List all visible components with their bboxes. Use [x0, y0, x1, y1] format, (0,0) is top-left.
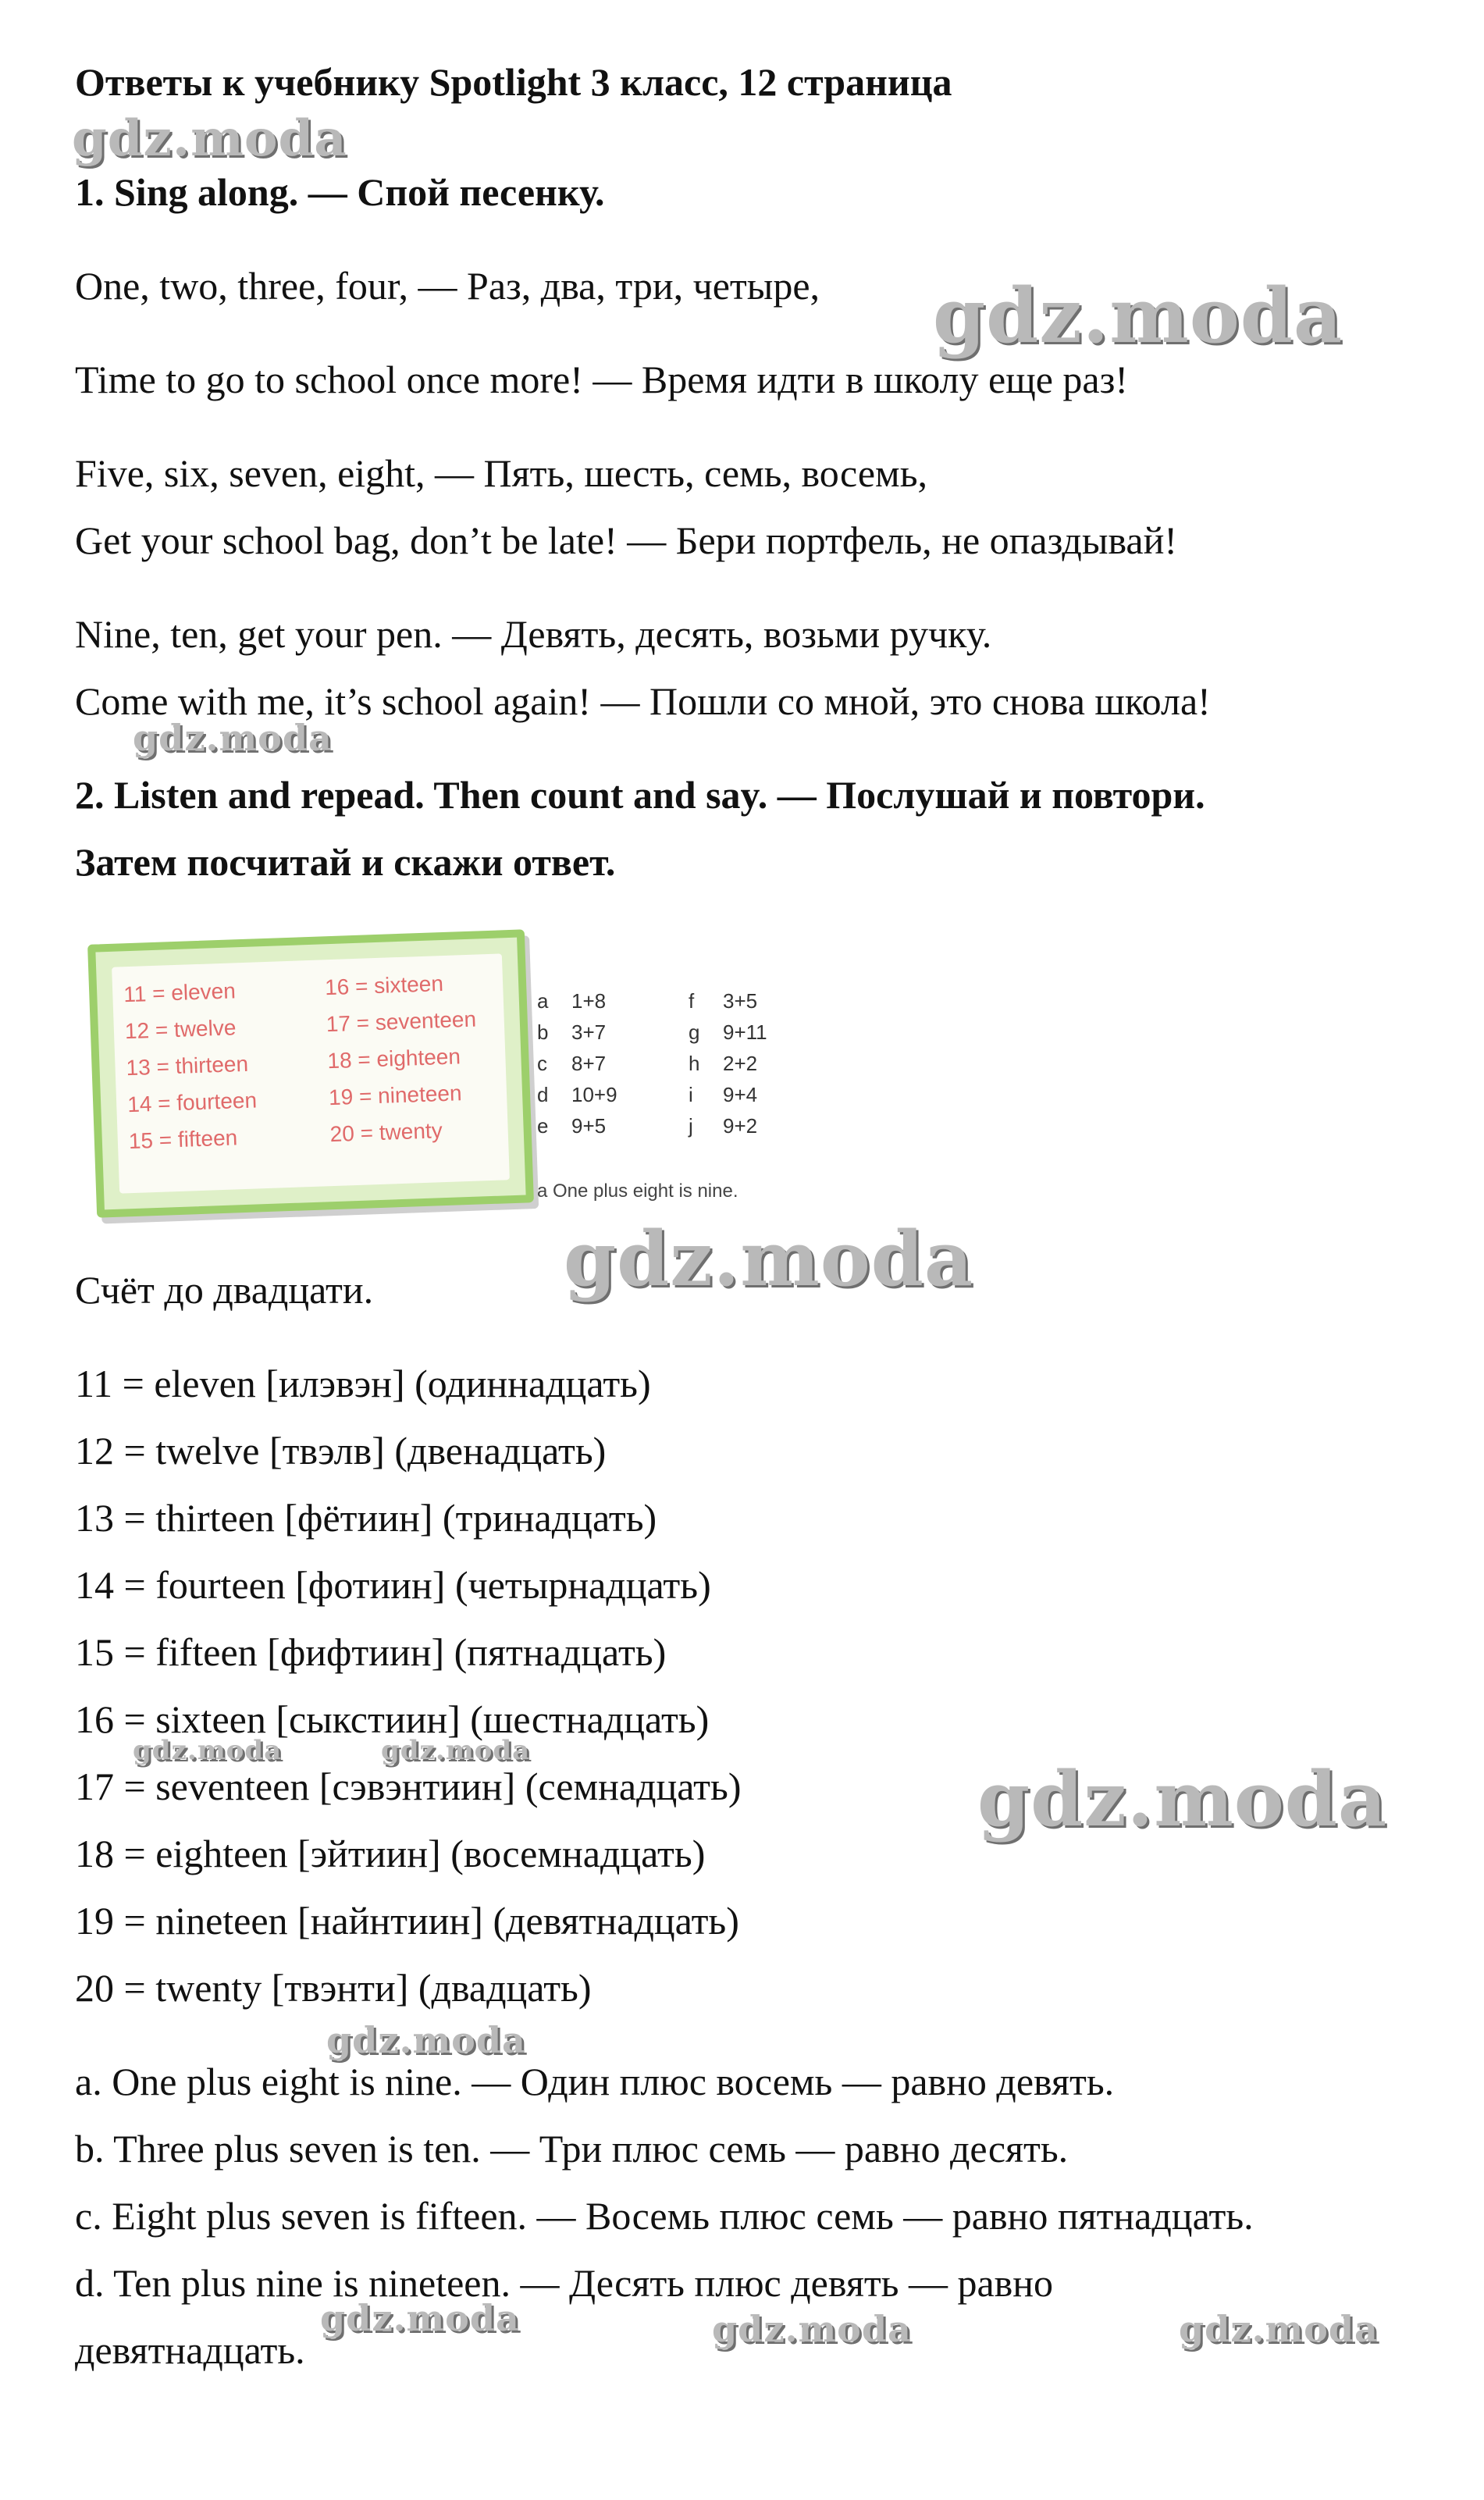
card-entry: 18 = eighteen — [326, 1044, 461, 1074]
card-entry: 20 = twenty — [329, 1118, 443, 1147]
card-entry: 19 = nineteen — [328, 1081, 463, 1110]
count-item: 11 = eleven [илэвэн] (одиннадцать) — [75, 1362, 651, 1405]
count-item: 15 = fifteen [фифтиин] (пятнадцать) — [75, 1630, 667, 1674]
number-card-image — [87, 929, 534, 1217]
song-line: Time to go to school once more! — Время идти в школу еще раз! — [75, 358, 1128, 401]
card-left-column — [123, 972, 259, 1160]
sums-right-column — [689, 985, 767, 1141]
exercise-2-heading: 2. Listen and repead. Then count and say. — Послушай и повтори. — [75, 773, 1205, 817]
card-entry: 13 = thirteen — [126, 1051, 249, 1081]
watermark: gdz.moda — [933, 272, 1343, 360]
page-title: Ответы к учебнику Spotlight 3 класс, 12 страница — [75, 60, 952, 104]
count-item: 14 = fourteen [фотиин] (четырнадцать) — [75, 1563, 711, 1607]
watermark: gdz.moda — [133, 1735, 283, 1766]
count-item: 19 = nineteen [найнтиин] (девятнадцать) — [75, 1899, 739, 1943]
answer-line: a. One plus eight is nine. — Один плюс восемь — равно девять. — [75, 2060, 1115, 2103]
card-entry: 11 = eleven — [123, 978, 237, 1007]
sum-item: b 3+7 — [537, 1020, 607, 1044]
watermark: gdz.moda — [1179, 2308, 1379, 2350]
sum-item: a 1+8 — [537, 989, 607, 1013]
watermark: gdz.moda — [381, 1735, 531, 1766]
card-entry: 14 = fourteen — [126, 1088, 258, 1117]
card-right-column — [324, 964, 480, 1153]
answer-line: c. Eight plus seven is fifteen. — Восемь плюс семь — равно пятнадцать. — [75, 2194, 1254, 2238]
answer-line: девятнадцать. — [75, 2328, 305, 2372]
sum-item: e 9+5 — [537, 1114, 607, 1138]
sums-left-column — [537, 985, 617, 1141]
sum-item: h 2+2 — [689, 1052, 758, 1075]
count-item: 18 = eighteen [эйтиин] (восемнадцать) — [75, 1832, 706, 1875]
count-item: 16 = sixteen [сыкстиин] (шестнадцать) — [75, 1697, 710, 1741]
exercise-1-heading: 1. Sing along. — Спой песенку. — [75, 170, 605, 214]
card-entry: 17 = seventeen — [326, 1006, 477, 1037]
count-item: 13 = thirteen [фётиин] (тринадцать) — [75, 1496, 657, 1540]
sum-item: f 3+5 — [689, 989, 758, 1013]
sum-item: i 9+4 — [689, 1083, 758, 1106]
sum-item: j 9+2 — [689, 1114, 758, 1138]
exercise-2-heading-cont: Затем посчитай и скажи ответ. — [75, 840, 616, 884]
song-line: One, two, three, four, — Раз, два, три, четыре, — [75, 264, 820, 308]
count-item: 17 = seventeen [сэвэнтиин] (семнадцать) — [75, 1765, 742, 1808]
sum-item: c 8+7 — [537, 1052, 607, 1075]
answer-line: b. Three plus seven is ten. — Три плюс семь — равно десять. — [75, 2127, 1069, 2171]
sum-item: g 9+11 — [689, 1020, 767, 1044]
watermark: gdz.moda — [712, 2308, 912, 2350]
song-line: Get your school bag, don’t be late! — Бери портфель, не опаздывай! — [75, 518, 1178, 562]
picture-caption: a One plus eight is nine. — [537, 1181, 738, 1202]
card-entry: 16 = sixteen — [324, 971, 444, 1000]
watermark: gdz.moda — [72, 109, 347, 168]
card-entry: 12 = twelve — [124, 1015, 237, 1044]
card-entry: 15 = fifteen — [128, 1125, 238, 1154]
watermark: gdz.moda — [326, 2019, 526, 2061]
sum-item: d 10+9 — [537, 1083, 617, 1106]
watermark: gdz.moda — [320, 2297, 520, 2339]
count-item: 12 = twelve [твэлв] (двенадцать) — [75, 1429, 607, 1473]
counting-title: Счёт до двадцати. — [75, 1268, 374, 1312]
watermark: gdz.moda — [564, 1215, 974, 1303]
song-line: Come with me, it’s school again! — Пошли со мной, это снова школа! — [75, 679, 1211, 723]
song-line: Nine, ten, get your pen. — Девять, десять, возьми ручку. — [75, 612, 992, 656]
answer-line: d. Ten plus nine is nineteen. — Десять плюс девять — равно — [75, 2261, 1054, 2305]
count-item: 20 = twenty [твэнти] (двадцать) — [75, 1966, 592, 2010]
watermark: gdz.moda — [977, 1755, 1388, 1843]
watermark: gdz.moda — [133, 717, 333, 759]
song-line: Five, six, seven, eight, — Пять, шесть, семь, восемь, — [75, 451, 927, 495]
